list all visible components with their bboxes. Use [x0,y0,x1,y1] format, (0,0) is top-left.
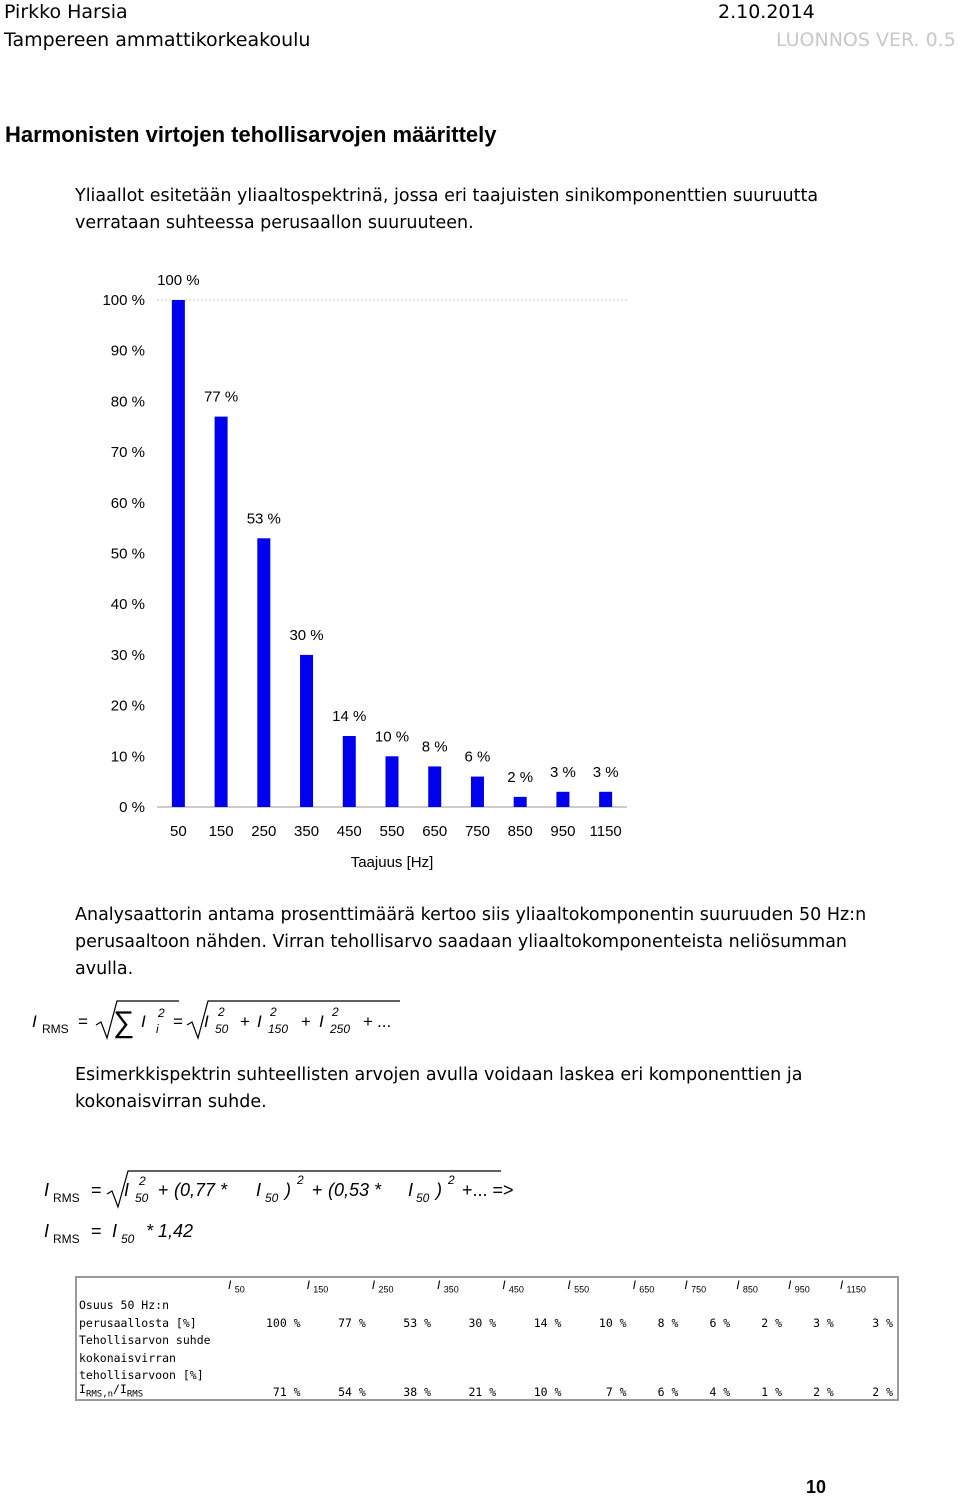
col-header: I $_{150}$ [306,1278,329,1295]
author-name: Pirkko Harsia [4,1,128,23]
col-header: I $_{450}$ [502,1278,524,1295]
bar [172,300,185,807]
page-number: 10 [806,1477,827,1497]
bar [599,792,612,807]
table-row [76,1295,898,1313]
formula-lhs-sub: RMS [42,1022,69,1036]
table-cell: 3 % [813,1315,834,1330]
table-cell: 3 % [872,1315,893,1330]
col-header: I $_{950}$ [788,1278,810,1295]
col-header: I $_{650}$ [632,1278,655,1295]
bar [215,417,228,807]
f2-plus1: + [158,1180,169,1200]
col-header: I $_{50}$ [228,1278,245,1295]
f2b-sub: 50 [121,1232,135,1246]
bar-data-label: 3 % [592,763,619,781]
x-tick-label: 750 [464,823,490,840]
institution-name: Tampereen ammattikorkeakoulu [4,29,311,51]
term2-sub: 150 [268,1022,289,1036]
f2-t2-close: ) [285,1180,291,1200]
bar [386,756,399,807]
sum-var: I [141,1012,146,1031]
bar [471,777,484,807]
f2-plus2: + [312,1180,323,1200]
bar-data-label: 3 % [549,763,576,781]
f2-t3-sq: 2 [448,1173,455,1187]
harmonic-spectrum-chart [0,270,960,880]
table-cell: 21 % [468,1385,497,1400]
formula-lhs: I [32,1012,37,1031]
y-tick-label: 40 % [110,596,145,614]
y-axis-ticks [102,292,145,816]
x-axis-ticks [170,823,622,840]
table-row [76,1330,898,1348]
table-cell: 10 % [598,1315,627,1330]
table-row [76,1365,898,1383]
y-tick-label: 50 % [110,545,145,563]
bar-data-label: 53 % [246,510,281,528]
sigma-symbol: ∑ [113,1006,135,1039]
dots: ... [377,1012,392,1031]
table-cell: 1 % [761,1385,783,1400]
bar-data-label: 30 % [289,626,324,644]
document-date: 2.10.2014 [718,1,815,23]
bar-data-label: 8 % [421,738,448,756]
rms-formula [0,995,420,1045]
table-cell: 77 % [338,1315,366,1330]
term3-sub: 250 [330,1022,351,1036]
table-cell: 7 % [605,1385,627,1400]
section-title: Harmonisten virtojen tehollisarvojen määrittely [5,122,497,147]
y-tick-label: 30 % [110,646,145,664]
term1-sq: 2 [218,1005,225,1019]
f2-t2-var: I [256,1180,262,1200]
table-cell: 6 % [657,1385,679,1400]
x-tick-label: 50 [170,823,187,840]
term3-sq: 2 [332,1005,339,1019]
x-tick-label: 850 [507,823,533,840]
table-cell: 30 % [468,1315,497,1330]
y-tick-label: 70 % [110,444,145,462]
table-header-row [76,1277,898,1295]
f2b-eq: = [91,1221,102,1241]
table-row [76,1347,898,1365]
f2-t2-sub: 50 [265,1191,279,1205]
col-header: I $_{1150}$ [839,1278,866,1295]
plus-1: + [240,1012,250,1031]
table-corner [76,1277,226,1295]
term2-var: I [257,1012,262,1031]
intro-paragraph: Yliaallot esitetään yliaaltospektrinä, jossa eri taajuisten sinikomponenttien suuruutta verrataan suhteessa perusaallon suuruuteen. [75,186,819,233]
f2-lhs-sub: RMS [53,1191,80,1205]
y-tick-label: 10 % [110,748,145,766]
sum-sq: 2 [158,1006,165,1020]
x-tick-label: 450 [336,823,362,840]
f2-t1-var: I [124,1180,130,1200]
f2-t3: (0,53 * [328,1180,382,1200]
plus-3: + [363,1012,373,1031]
draft-version: LUONNOS VER. 0.5 [776,29,956,51]
table-cell: 2 % [872,1385,893,1400]
f2-t3-var: I [408,1180,414,1200]
bar-data-label: 77 % [203,388,239,406]
row-label: Osuus 50 Hz:n [79,1298,170,1312]
x-tick-label: 350 [294,823,320,840]
analysis-paragraph: Analysaattorin antama prosenttimäärä kertoo siis yliaaltokomponentin suuruuden 50 Hz:n perusaaltoon nähden. Virran tehollisarvo saadaan yliaaltokomponenteista neliösumman avulla. [75,905,867,979]
f2b-tail: * 1,42 [146,1221,194,1241]
table-cell: 53 % [403,1315,431,1330]
bar [300,655,313,807]
rms-example-formula [0,1160,600,1250]
row-label: tehollisarvoon [%] [79,1368,204,1382]
f2-t1-sq: 2 [139,1174,146,1188]
f2-lhs: I [44,1180,50,1200]
plus-2: + [301,1012,311,1031]
f2-t3-close: ) [436,1180,442,1200]
x-tick-label: 950 [550,823,576,840]
table-row [76,1382,898,1400]
bar [257,538,270,807]
f2-t1-sub: 50 [135,1191,149,1205]
row-label: kokonaisvirran [79,1350,176,1365]
term1-var: I [204,1012,209,1031]
table-cell: 10 % [533,1385,562,1400]
table-cell: 71 % [272,1385,301,1400]
x-tick-label: 650 [422,823,448,840]
col-header: I $_{350}$ [437,1278,459,1295]
y-tick-label: 100 % [102,292,145,309]
f2b-lhs: I [44,1221,50,1241]
bar [556,792,569,807]
col-header: I $_{250}$ [371,1278,394,1295]
f2-t2: (0,77 * [174,1180,228,1200]
x-tick-label: 250 [251,823,277,840]
table-cell: 2 % [813,1385,834,1400]
table-cell: 54 % [338,1385,366,1400]
term2-sq: 2 [270,1005,277,1019]
row-label: perusaallosta [%] [79,1315,197,1330]
f2b-var: I [112,1221,118,1241]
row-label-formula: $I_{RMS,n}/I_{RMS}$ [79,1382,144,1400]
x-tick-label: 150 [208,823,234,840]
bar-data-label: 14 % [332,708,367,726]
f2-t3-sub: 50 [416,1191,430,1205]
row-label: Tehollisarvon suhde [79,1333,211,1347]
table-row [76,1312,898,1330]
term1-sub: 50 [215,1022,229,1036]
col-header: I $_{550}$ [567,1278,590,1295]
table-cell: 6 % [709,1315,731,1330]
table-cell: 4 % [709,1385,731,1400]
table-cell: 2 % [761,1315,783,1330]
f2b-lhs-sub: RMS [53,1232,80,1246]
bar-data-label: 6 % [464,748,491,766]
sqrt-sign-1 [96,1001,179,1038]
col-header: I $_{850}$ [736,1278,758,1295]
y-tick-label: 90 % [110,342,145,360]
y-tick-label: 60 % [110,494,145,512]
x-tick-label: 1150 [589,823,622,840]
bar-data-label: 10 % [374,728,410,746]
y-tick-label: 20 % [110,697,145,715]
bar-data-label: 2 % [507,768,534,786]
f2-eq: = [91,1180,102,1200]
col-header: I $_{750}$ [684,1278,707,1295]
formula-eq2: = [173,1012,183,1031]
x-axis-title: Taajuus [Hz] [350,854,434,871]
table-cell: 38 % [403,1385,431,1400]
example-paragraph: Esimerkkispektrin suhteellisten arvojen avulla voidaan laskea eri komponenttien ja kokonaisvirran suhde. [75,1065,803,1112]
table-cell: 8 % [657,1315,679,1330]
harmonic-table [75,1276,899,1401]
f2-tail: +... => [462,1180,514,1200]
term3-var: I [319,1012,324,1031]
f2-t2-sq: 2 [297,1173,304,1187]
bar [514,797,527,807]
table-cell: 100 % [265,1315,301,1330]
sum-sub: i [156,1022,159,1036]
table-cell: 14 % [533,1315,562,1330]
formula-eq1: = [78,1012,88,1031]
bar-data-label: 100 % [157,272,200,289]
x-tick-label: 550 [379,823,405,840]
bar [428,766,441,807]
y-tick-label: 0 % [119,799,145,816]
y-tick-label: 80 % [110,393,145,411]
bar [343,736,356,807]
